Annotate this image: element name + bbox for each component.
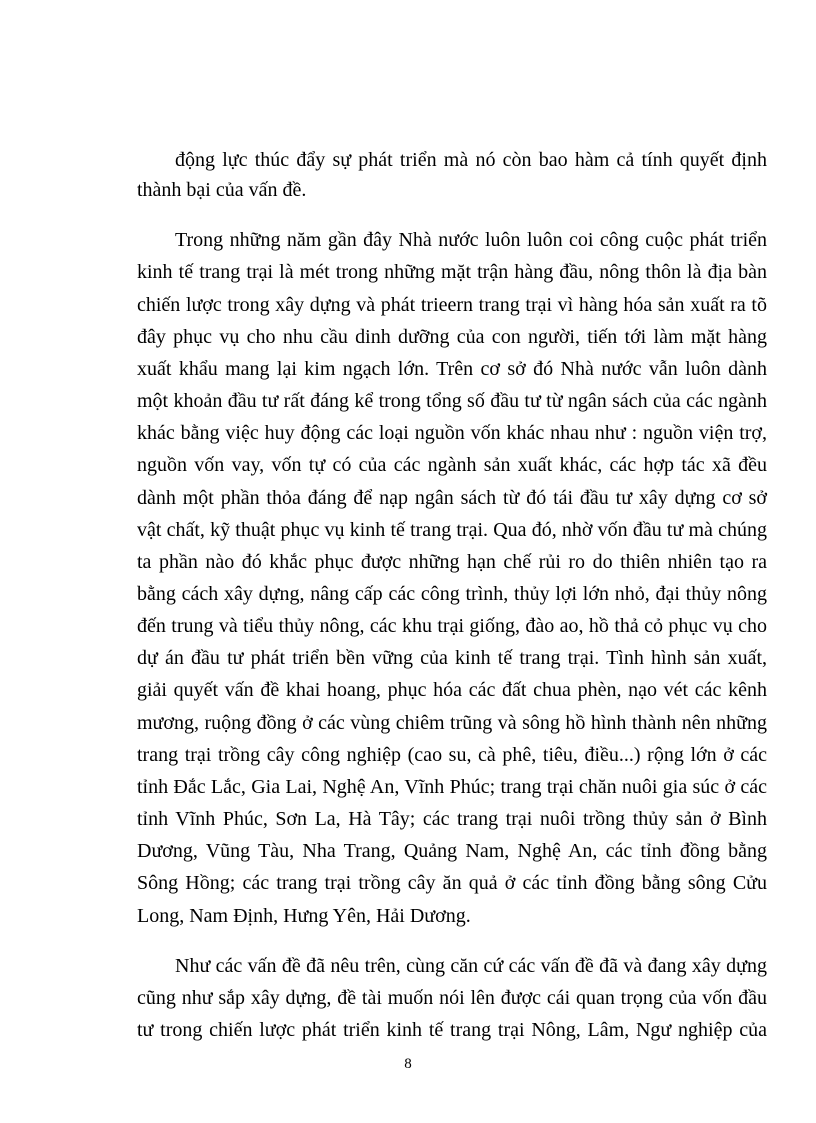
text-line: nguồn vốn vay, vốn tự có của các ngành sản xuất khác, các hợp tác xã đều: [137, 454, 767, 476]
text-line: tỉnh Đắc Lắc, Gia Lai, Nghệ An, Vĩnh Phúc; trang trại chăn nuôi gia súc ở các: [137, 776, 767, 798]
text-line: xuất khẩu mang lại kim ngạch lớn. Trên cơ sở đó Nhà nước vẫn luôn dành: [137, 358, 767, 380]
text-line: khác bằng việc huy động các loại nguồn vốn khác nhau như : nguồn viện trợ,: [137, 422, 767, 444]
text-line: ta phần nào đó khắc phục được những hạn chế rủi ro do thiên nhiên tạo ra: [137, 551, 767, 573]
text-line: thành bại của vấn đề.: [137, 179, 307, 201]
text-line: mương, ruộng đồng ở các vùng chiêm trũng và sông hồ hình thành nên những: [137, 712, 767, 734]
text-line: tỉnh Vĩnh Phúc, Sơn La, Hà Tây; các trang trại nuôi trồng thủy sản ở Bình: [137, 808, 767, 830]
text-line: trang trại trồng cây công nghiệp (cao su, cà phê, tiêu, điều...) rộng lớn ở các: [137, 744, 767, 766]
text-line: tư trong chiến lược phát triển kinh tế trang trại Nông, Lâm, Ngư nghiệp của: [137, 1019, 767, 1041]
text-line: cũng như sắp xây dựng, đề tài muốn nói lên được cái quan trọng của vốn đầu: [137, 987, 767, 1009]
page-number: 8: [404, 1056, 412, 1072]
text-line: động lực thúc đẩy sự phát triển mà nó còn bao hàm cả tính quyết định: [175, 149, 767, 171]
text-line: dành một phần thỏa đáng để nạp ngân sách từ đó tái đầu tư xây dựng cơ sở: [137, 487, 767, 509]
text-line: đây phục vụ cho nhu cầu dinh dưỡng của con người, tiến tới làm mặt hàng: [137, 326, 767, 348]
text-line: Sông Hồng; các trang trại trồng cây ăn quả ở các tỉnh đồng bằng sông Cửu: [137, 872, 767, 894]
text-line: Trong những năm gần đây Nhà nước luôn luôn coi công cuộc phát triển: [175, 229, 767, 251]
text-line: đến trung và tiểu thủy nông, các khu trại giống, đào ao, hồ thả cỏ phục vụ cho: [137, 615, 767, 637]
text-line: Dương, Vũng Tàu, Nha Trang, Quảng Nam, Nghệ An, các tỉnh đồng bằng: [137, 840, 767, 862]
text-line: kinh tế trang trại là mét trong những mặt trận hàng đầu, nông thôn là địa bàn: [137, 261, 767, 283]
text-line: Long, Nam Định, Hưng Yên, Hải Dương.: [137, 905, 471, 927]
text-line: dự án đầu tư phát triển bền vững của kinh tế trang trại. Tình hình sản xuất,: [137, 647, 767, 669]
text-line: vật chất, kỹ thuật phục vụ kinh tế trang trại. Qua đó, nhờ vốn đầu tư mà chúng: [137, 519, 767, 541]
text-line: một khoản đầu tư rất đáng kể trong tổng số đầu tư từ ngân sách của các ngành: [137, 390, 767, 412]
text-line: bằng cách xây dựng, nâng cấp các công trình, thủy lợi lớn nhỏ, đại thủy nông: [137, 583, 767, 605]
text-line: giải quyết vấn đề khai hoang, phục hóa các đất chua phèn, nạo vét các kênh: [137, 679, 767, 701]
text-line: Như các vấn đề đã nêu trên, cùng căn cứ các vấn đề đã và đang xây dựng: [175, 955, 767, 977]
text-line: chiến lược trong xây dựng và phát trieern trang trại vì hàng hóa sản xuất ra tõ: [137, 294, 767, 316]
